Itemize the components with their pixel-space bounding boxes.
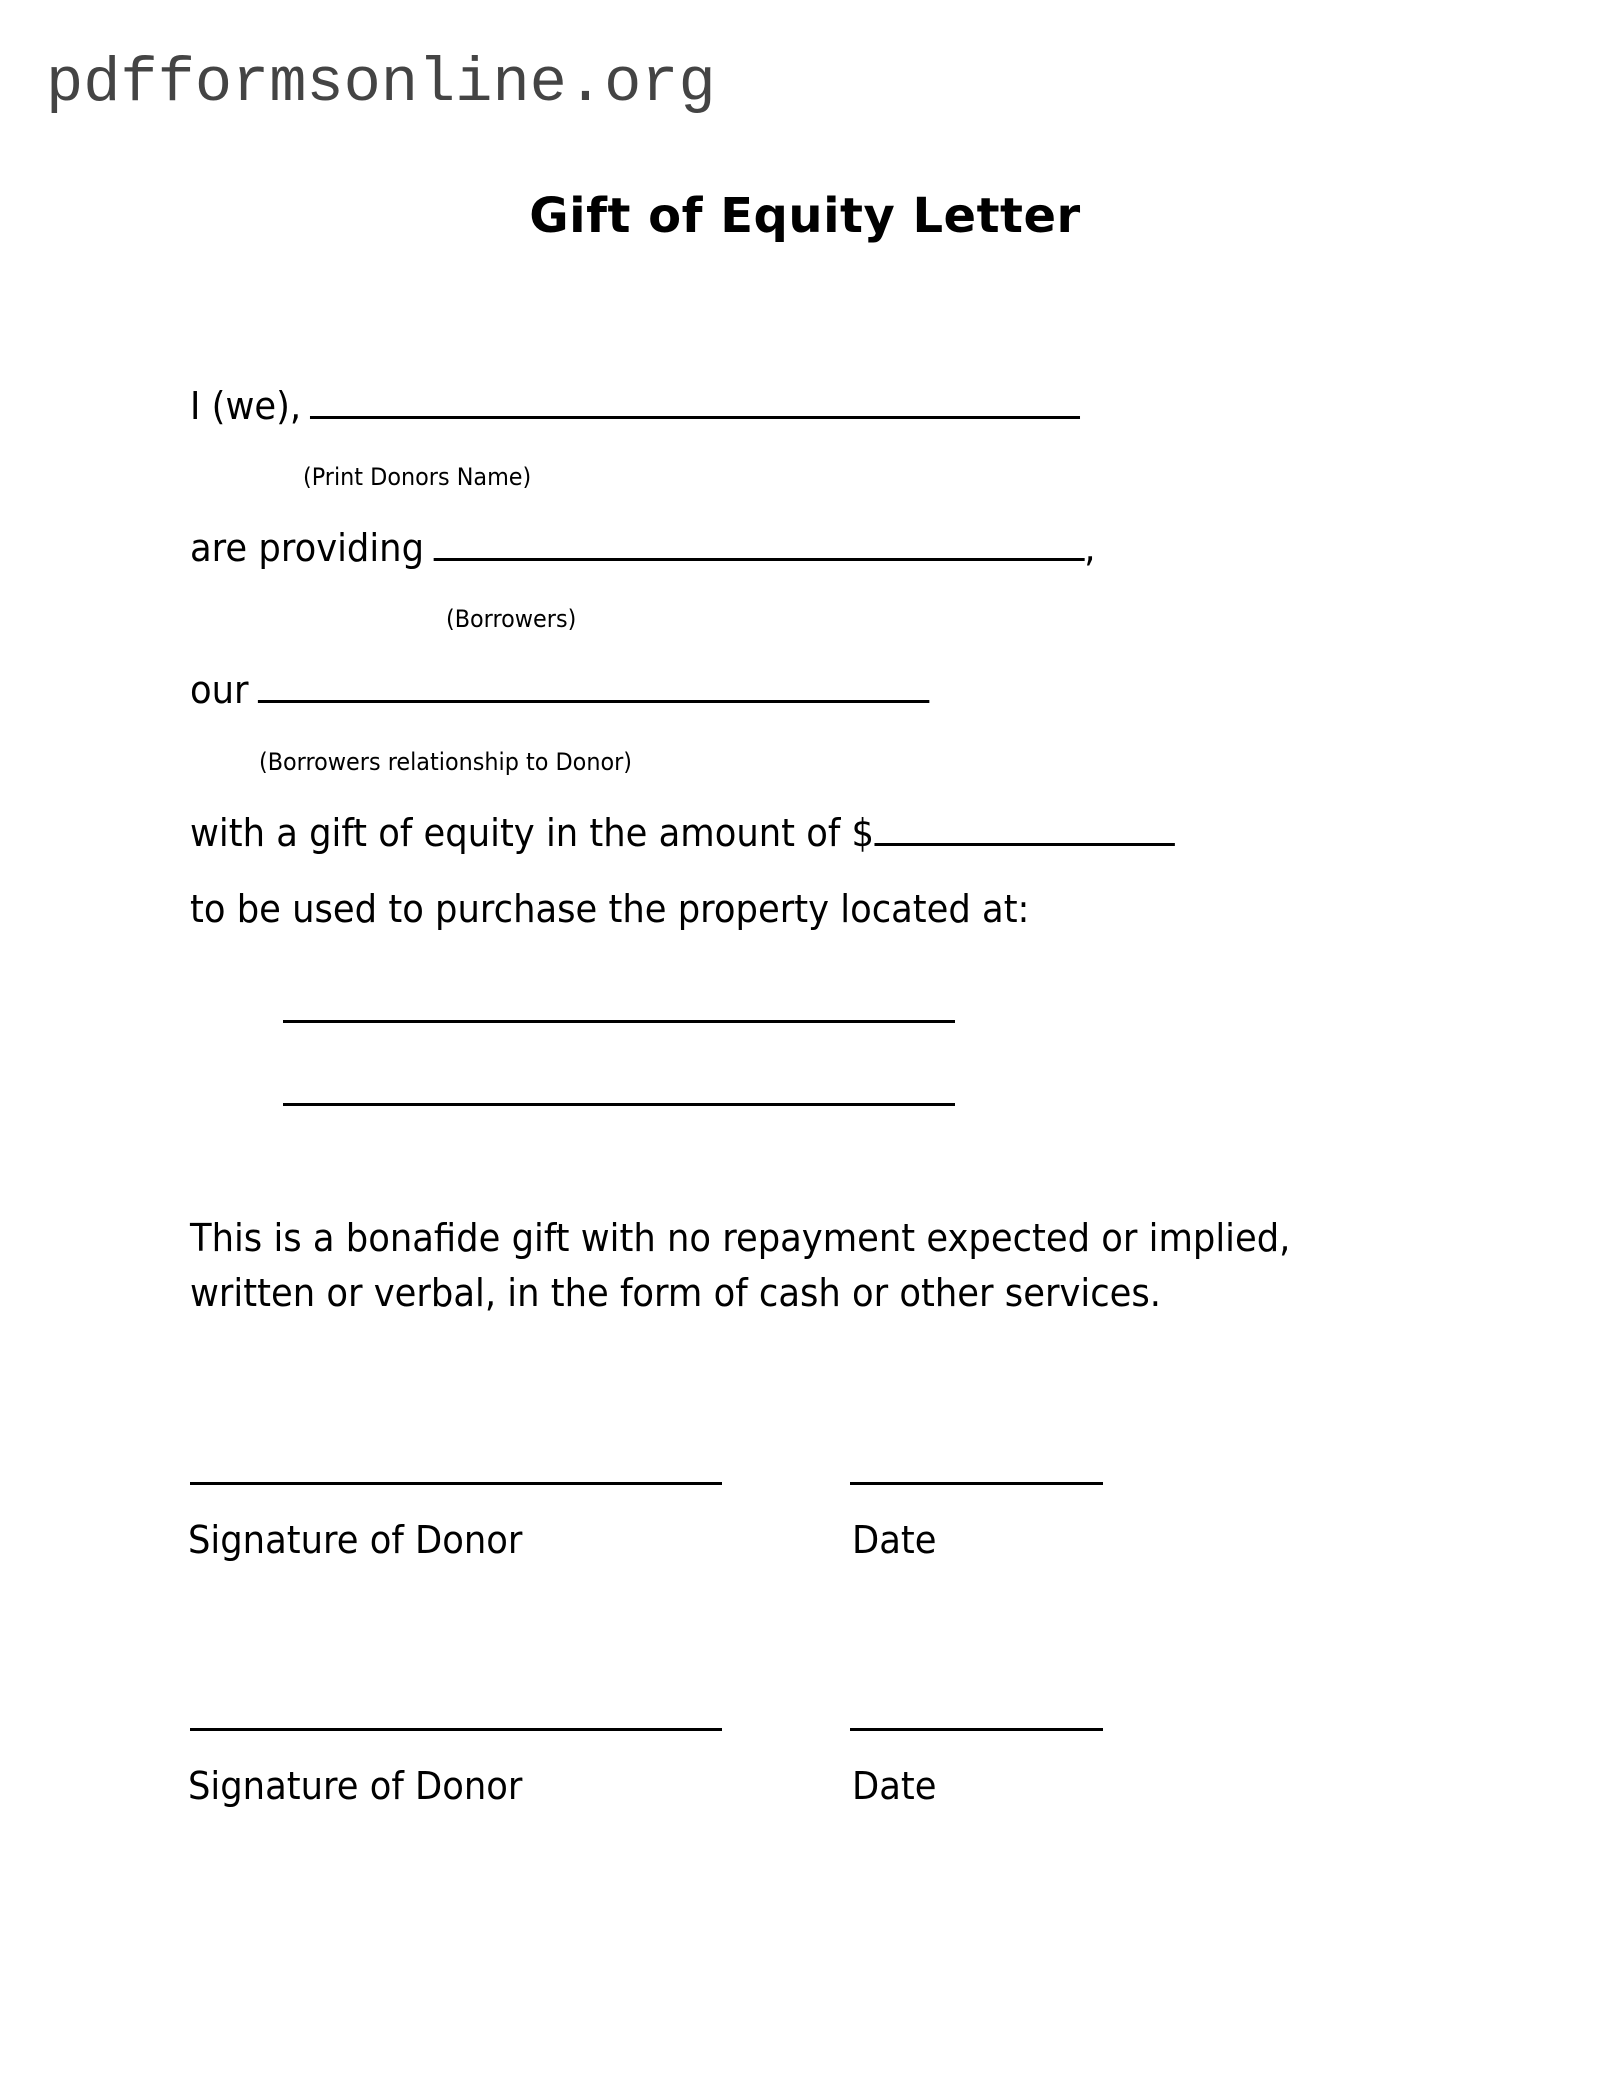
donor-signature-field-1[interactable]: [190, 1482, 722, 1485]
amount-prefix: with a gift of equity in the amount of $: [190, 811, 875, 855]
donor-name-field[interactable]: [310, 378, 1080, 419]
relationship-line: [190, 662, 929, 712]
relationship-caption: (Borrowers relationship to Donor): [259, 748, 633, 776]
amount-field[interactable]: [874, 805, 1174, 846]
property-text: to be used to purchase the property located at:: [190, 887, 1030, 931]
signature-label-2: Signature of Donor: [188, 1764, 523, 1808]
amount-line: [190, 805, 1174, 855]
relationship-field[interactable]: [258, 662, 929, 703]
document-title: Gift of Equity Letter: [529, 188, 1081, 244]
borrowers-line: [190, 520, 1096, 570]
borrowers-field[interactable]: [433, 520, 1084, 561]
date-field-1[interactable]: [850, 1482, 1103, 1485]
date-label-1: Date: [852, 1518, 937, 1562]
donor-name-caption: (Print Donors Name): [303, 463, 532, 491]
donor-name-prefix: I (we),: [190, 384, 302, 428]
address-field-1[interactable]: [283, 1020, 955, 1023]
signature-label-1: Signature of Donor: [188, 1518, 523, 1562]
address-field-2[interactable]: [283, 1103, 955, 1106]
donor-name-line: [190, 378, 1080, 428]
date-label-2: Date: [852, 1764, 937, 1808]
borrowers-caption: (Borrowers): [446, 605, 577, 633]
borrowers-suffix: ,: [1084, 526, 1096, 570]
donor-signature-field-2[interactable]: [190, 1728, 722, 1731]
property-line: [190, 887, 1029, 931]
statement-line-2: written or verbal, in the form of cash or other services.: [190, 1271, 1162, 1315]
relationship-prefix: our: [190, 668, 249, 712]
borrowers-prefix: are providing: [190, 526, 425, 570]
date-field-2[interactable]: [850, 1728, 1103, 1731]
watermark: pdfformsonline.org: [46, 48, 716, 119]
statement-line-1: This is a bonafide gift with no repayment expected or implied,: [190, 1216, 1291, 1260]
